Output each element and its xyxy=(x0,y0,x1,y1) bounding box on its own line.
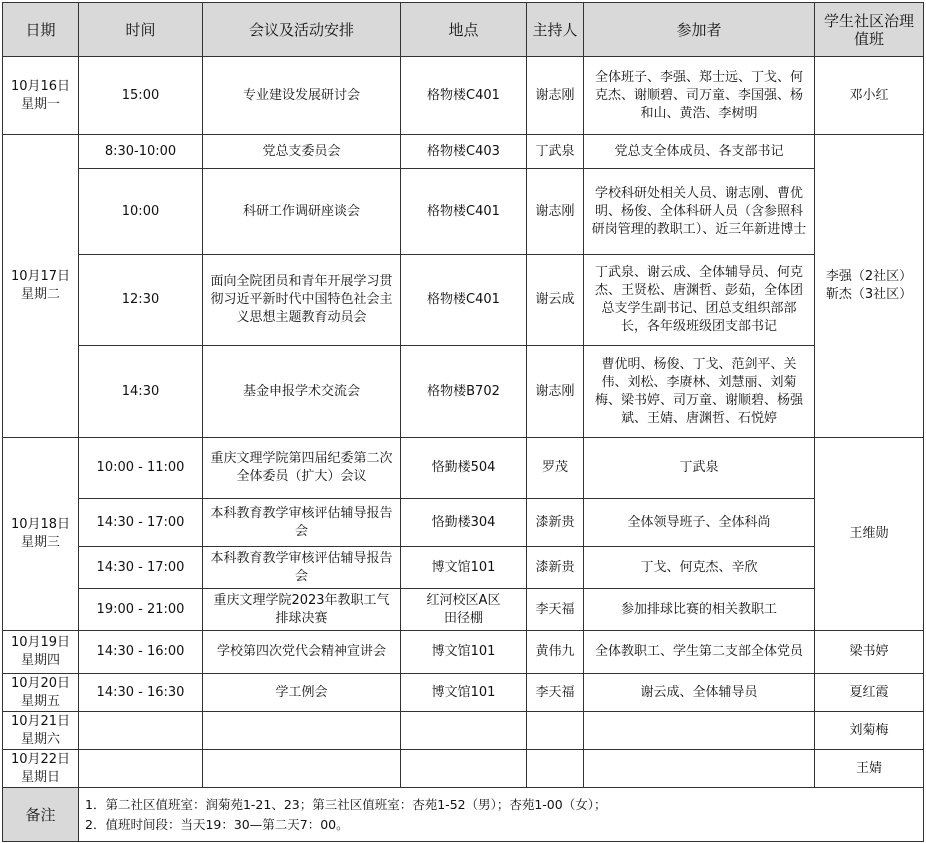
time-cell: 14:30 - 17:00 xyxy=(79,499,203,547)
attendees-cell xyxy=(584,712,815,750)
table-row xyxy=(3,135,924,169)
header-row xyxy=(3,3,924,57)
attendees-cell: 全体班子、李强、郑士远、丁戈、何克杰、谢顺碧、司万童、李国强、杨和山、黄浩、李树明 xyxy=(584,57,815,135)
duty-cell: 梁书婷 xyxy=(815,631,924,674)
duty-cell: 王婧 xyxy=(815,750,924,788)
host-cell: 漆新贵 xyxy=(527,499,584,547)
place-cell: 博文馆101 xyxy=(401,547,527,589)
attendees-cell: 曹优明、杨俊、丁戈、范剑平、关伟、刘松、李赓林、刘慧丽、刘菊梅、梁书婷、司万童、谢顺碧、杨强斌、王婧、唐渊哲、石悦婷 xyxy=(584,346,815,438)
host-cell: 谢志刚 xyxy=(527,346,584,438)
host-cell: 罗茂 xyxy=(527,438,584,499)
attendees-cell: 丁武泉 xyxy=(584,438,815,499)
event-cell: 科研工作调研座谈会 xyxy=(203,169,401,255)
table-row xyxy=(3,346,924,438)
table-row xyxy=(3,57,924,135)
event-cell xyxy=(203,750,401,788)
place-cell xyxy=(401,712,527,750)
attendees-cell: 丁戈、何克杰、辛欣 xyxy=(584,547,815,589)
header-cell: 会议及活动安排 xyxy=(203,3,401,57)
host-cell xyxy=(527,712,584,750)
host-cell: 李天福 xyxy=(527,674,584,712)
place-cell: 格物楼B702 xyxy=(401,346,527,438)
place-cell: 博文馆101 xyxy=(401,674,527,712)
table-row xyxy=(3,255,924,346)
date-cell: 10月21日 星期六 xyxy=(3,712,79,750)
place-cell: 恪勤楼304 xyxy=(401,499,527,547)
event-cell: 本科教育教学审核评估辅导报告会 xyxy=(203,547,401,589)
attendees-cell: 全体领导班子、全体科尚 xyxy=(584,499,815,547)
event-cell: 重庆文理学院2023年教职工气排球决赛 xyxy=(203,589,401,631)
duty-cell: 邓小红 xyxy=(815,57,924,135)
host-cell: 谢志刚 xyxy=(527,57,584,135)
table-row xyxy=(3,750,924,788)
event-cell: 学校第四次党代会精神宣讲会 xyxy=(203,631,401,674)
time-cell: 14:30 - 17:00 xyxy=(79,547,203,589)
duty-cell: 李强（2社区） 靳杰（3社区） xyxy=(815,135,924,438)
time-cell: 14:30 - 16:00 xyxy=(79,631,203,674)
time-cell: 14:30 - 16:30 xyxy=(79,674,203,712)
time-cell: 8:30-10:00 xyxy=(79,135,203,169)
attendees-cell xyxy=(584,750,815,788)
host-cell: 谢志刚 xyxy=(527,169,584,255)
duty-cell: 夏红霞 xyxy=(815,674,924,712)
table-row xyxy=(3,499,924,547)
notes-row xyxy=(3,788,924,842)
event-cell: 专业建设发展研讨会 xyxy=(203,57,401,135)
time-cell xyxy=(79,712,203,750)
time-cell: 10:00 - 11:00 xyxy=(79,438,203,499)
event-cell: 面向全院团员和青年开展学习贯彻习近平新时代中国特色社会主义思想主题教育动员会 xyxy=(203,255,401,346)
date-cell: 10月19日 星期四 xyxy=(3,631,79,674)
place-cell: 博文馆101 xyxy=(401,631,527,674)
event-cell xyxy=(203,712,401,750)
date-cell: 10月18日 星期三 xyxy=(3,438,79,631)
table-row xyxy=(3,169,924,255)
place-cell: 格物楼C401 xyxy=(401,57,527,135)
place-cell: 恪勤楼504 xyxy=(401,438,527,499)
duty-cell: 王维勋 xyxy=(815,438,924,631)
event-cell: 本科教育教学审核评估辅导报告会 xyxy=(203,499,401,547)
host-cell: 漆新贵 xyxy=(527,547,584,589)
host-cell: 李天福 xyxy=(527,589,584,631)
event-cell: 学工例会 xyxy=(203,674,401,712)
host-cell: 黄伟九 xyxy=(527,631,584,674)
time-cell: 15:00 xyxy=(79,57,203,135)
table-row xyxy=(3,438,924,499)
header-cell: 参加者 xyxy=(584,3,815,57)
attendees-cell: 全体教职工、学生第二支部全体党员 xyxy=(584,631,815,674)
header-cell: 主持人 xyxy=(527,3,584,57)
header-cell: 地点 xyxy=(401,3,527,57)
attendees-cell: 学校科研处相关人员、谢志刚、曹优明、杨俊、全体科研人员（含参照科研岗管理的教职工）、近三年新进博士 xyxy=(584,169,815,255)
date-cell: 10月16日 星期一 xyxy=(3,57,79,135)
place-cell: 红河校区A区 田径棚 xyxy=(401,589,527,631)
time-cell xyxy=(79,750,203,788)
date-cell: 10月22日 星期日 xyxy=(3,750,79,788)
schedule-table xyxy=(2,2,924,842)
time-cell: 19:00 - 21:00 xyxy=(79,589,203,631)
place-cell: 格物楼C401 xyxy=(401,169,527,255)
table-row xyxy=(3,547,924,589)
note-line: 1．第二社区值班室：润菊苑1-21、23；第三社区值班室：杏苑1-52（男）；杏苑1-00（女）； xyxy=(85,796,607,812)
place-cell xyxy=(401,750,527,788)
time-cell: 10:00 xyxy=(79,169,203,255)
attendees-cell: 党总支全体成员、各支部书记 xyxy=(584,135,815,169)
host-cell: 丁武泉 xyxy=(527,135,584,169)
attendees-cell: 丁武泉、谢云成、全体辅导员、何克杰、王贤松、唐渊哲、彭茹，全体团总支学生副书记、团总支组织部部长，各年级班级团支部书记 xyxy=(584,255,815,346)
place-cell: 格物楼C403 xyxy=(401,135,527,169)
event-cell: 党总支委员会 xyxy=(203,135,401,169)
place-cell: 格物楼C401 xyxy=(401,255,527,346)
table-row xyxy=(3,674,924,712)
attendees-cell: 参加排球比赛的相关教职工 xyxy=(584,589,815,631)
note-line: 2．值班时间段：当天19：30—第二天7：00。 xyxy=(85,816,349,832)
notes-label: 备注 xyxy=(3,788,79,842)
attendees-cell: 谢云成、全体辅导员 xyxy=(584,674,815,712)
table-row xyxy=(3,631,924,674)
header-cell: 日期 xyxy=(3,3,79,57)
notes-cell xyxy=(79,788,924,842)
host-cell: 谢云成 xyxy=(527,255,584,346)
time-cell: 12:30 xyxy=(79,255,203,346)
time-cell: 14:30 xyxy=(79,346,203,438)
date-cell: 10月17日 星期二 xyxy=(3,135,79,438)
table-row xyxy=(3,589,924,631)
header-cell: 学生社区治理值班 xyxy=(815,3,924,57)
event-cell: 重庆文理学院第四届纪委第二次全体委员（扩大）会议 xyxy=(203,438,401,499)
table-row xyxy=(3,712,924,750)
date-cell: 10月20日 星期五 xyxy=(3,674,79,712)
header-cell: 时间 xyxy=(79,3,203,57)
host-cell xyxy=(527,750,584,788)
event-cell: 基金申报学术交流会 xyxy=(203,346,401,438)
duty-cell: 刘菊梅 xyxy=(815,712,924,750)
